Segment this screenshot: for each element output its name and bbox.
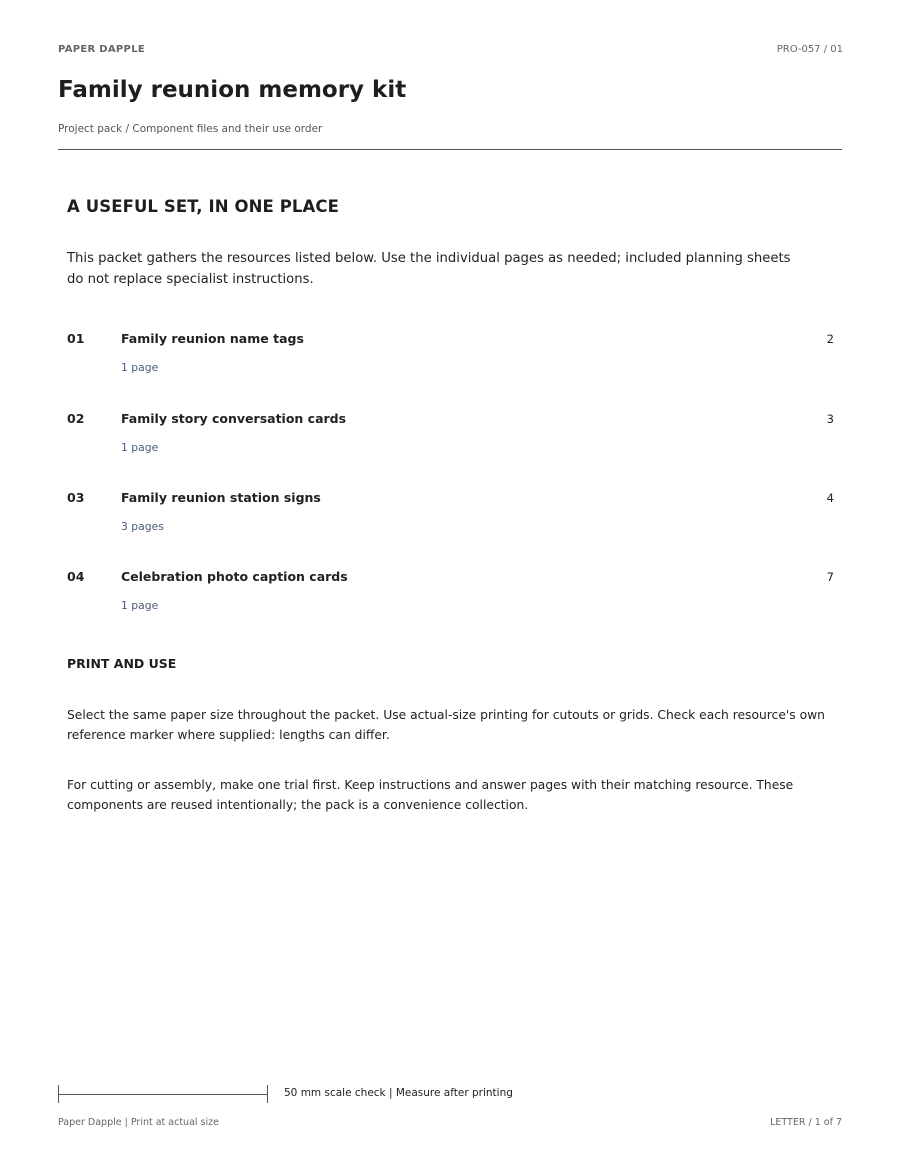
item-page-count: 1 page [121,361,159,374]
section-title: A USEFUL SET, IN ONE PLACE [67,197,339,216]
assembly-paragraph: For cutting or assembly, make one trial first. Keep instructions and answer pages with their matching resource. These components are reused intentionally; the pack is a convenience collection. [67,778,794,812]
list-item [67,569,842,629]
item-number: 04 [67,569,85,584]
list-item [67,490,842,550]
page-title: Family reunion memory kit [58,77,407,103]
item-title: Family reunion station signs [121,490,321,505]
item-title: Family reunion name tags [121,331,304,346]
scale-tick-end [267,1085,268,1103]
print-paragraph: Select the same paper size throughout the packet. Use actual-size printing for cutouts or grids. Check each resource's own reference marker where supplied: lengths can differ. [67,708,825,742]
item-start-page: 3 [826,412,834,426]
intro-paragraph: This packet gathers the resources listed below. Use the individual pages as needed; included planning sheets do not replace specialist instructions. [67,251,791,287]
item-start-page: 2 [826,332,834,346]
item-title: Family story conversation cards [121,411,347,426]
scale-line [58,1094,268,1095]
item-start-page: 4 [826,491,834,505]
item-page-count: 3 pages [121,520,164,533]
scale-check-label: 50 mm scale check | Measure after printing [284,1087,513,1099]
print-section-title: PRINT AND USE [67,656,177,671]
footer-brand: Paper Dapple | Print at actual size [58,1117,219,1128]
item-page-count: 1 page [121,599,159,612]
header-divider [58,149,842,150]
item-page-count: 1 page [121,441,159,454]
list-item [67,411,842,471]
document-reference: PRO-057 / 01 [776,44,843,55]
item-number: 01 [67,331,85,346]
item-start-page: 7 [826,570,834,584]
scale-check-bar [58,1085,268,1103]
page-subtitle: Project pack / Component files and their use order [58,123,323,135]
list-item [67,331,842,391]
brand-name: PAPER DAPPLE [58,44,145,55]
item-number: 03 [67,490,85,505]
item-title: Celebration photo caption cards [121,569,348,584]
footer-page-info: LETTER / 1 of 7 [770,1117,842,1128]
item-number: 02 [67,411,85,426]
